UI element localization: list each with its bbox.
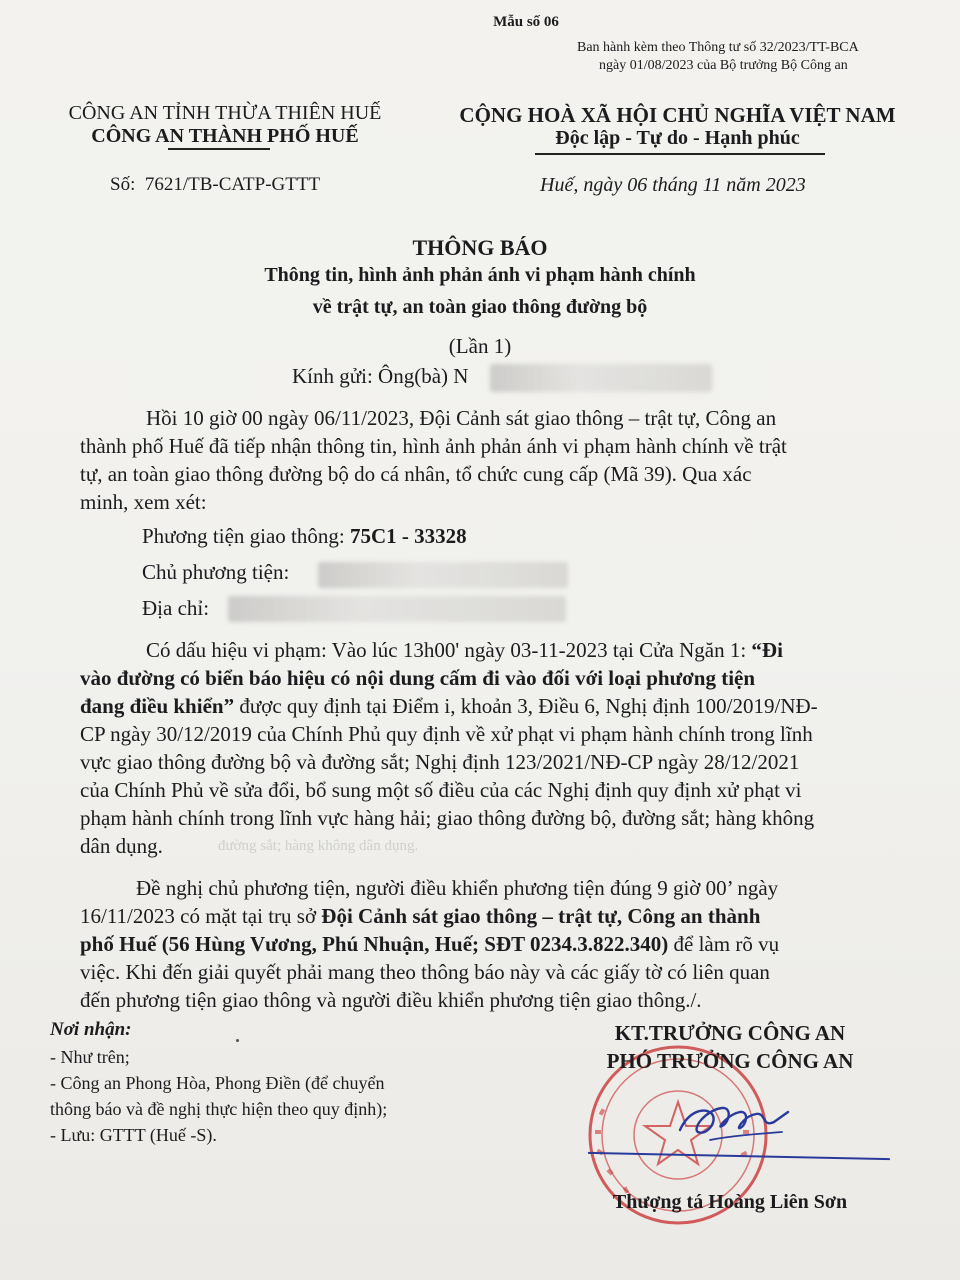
vehicle-label: Phương tiện giao thông: (142, 524, 350, 548)
document-subtitle-line2: về trật tự, an toàn giao thông đường bộ (312, 296, 648, 318)
recipient-item-3: thông báo và đề nghị thực hiện theo quy định); (50, 1099, 388, 1119)
recipient-label: Kính gửi: Ông(bà) (292, 364, 454, 388)
document-number-label: Số: (110, 174, 136, 195)
show-through-text: đường sắt; hàng không dân dụng. (218, 838, 419, 854)
signature-title-line1: KT.TRƯỞNG CÔNG AN (614, 1021, 846, 1045)
address-line (142, 595, 209, 621)
request-purpose: để làm rõ vụ (668, 932, 780, 956)
recipient-line (292, 364, 468, 389)
violation-quote-start: “Đi (751, 638, 783, 662)
violation-line-1 (146, 637, 783, 663)
attempt-number: (Lần 1) (448, 334, 512, 358)
violation-line-2: vào đường có biển báo hiệu có nội dung cấm đi vào đối với loại phương tiện (80, 666, 756, 690)
org-underline (168, 148, 270, 150)
document-subtitle-line1: Thông tin, hình ảnh phản ánh vi phạm hành chính (264, 264, 696, 286)
recipient-name-visible: N (453, 364, 469, 388)
redacted-recipient-name (490, 364, 712, 392)
intro-line-4: minh, xem xét: (80, 490, 207, 514)
signer-name: Thượng tá Hoàng Liên Sơn (612, 1191, 848, 1213)
nation-title: CỘNG HOÀ XÃ HỘI CHỦ NGHĨA VIỆT NAM (459, 103, 896, 127)
national-motto: Độc lập - Tự do - Hạnh phúc (555, 127, 800, 149)
redacted-address (228, 596, 566, 622)
form-number: Mẫu số 06 (493, 14, 559, 30)
recipient-item-4: - Lưu: GTTT (Huế -S). (50, 1125, 217, 1145)
request-line-5: đến phương tiện giao thông và người điều khiển phương tiện giao thông./. (80, 988, 702, 1012)
document-number (110, 174, 320, 196)
violation-line-3 (80, 693, 818, 719)
motto-underline (535, 153, 825, 155)
request-address: phố Huế (56 Hùng Vương, Phú Nhuận, Huế; SĐT 0234.3.822.340) (80, 932, 669, 956)
request-line-1: Đề nghị chủ phương tiện, người điều khiển phương tiện đúng 9 giờ 00’ ngày (136, 876, 779, 900)
recipients-heading: Nơi nhận: (50, 1019, 132, 1040)
request-line-4: việc. Khi đến giải quyết phải mang theo thông báo này và các giấy tờ có liên quan (80, 960, 770, 984)
violation-line-7: phạm hành chính trong lĩnh vực hàng hải; giao thông đường bộ, đường sắt; hàng không (80, 806, 815, 830)
place-date: Huế, ngày 06 tháng 11 năm 2023 (540, 174, 806, 196)
request-line-2 (80, 903, 760, 929)
violation-line-8: dân dụng. (80, 834, 163, 858)
violation-intro: Có dấu hiệu vi phạm: Vào lúc 13h00' ngày 03-11-2023 tại Cửa Ngăn 1: (146, 638, 752, 662)
owner-line (142, 559, 289, 585)
speck (236, 1039, 239, 1042)
violation-line-4: CP ngày 30/12/2019 của Chính Phủ quy định về xử phạt vi phạm hành chính trong lĩnh (80, 722, 813, 746)
intro-line-2: thành phố Huế đã tiếp nhận thông tin, hình ảnh phản ánh vi phạm hành chính về trật (80, 434, 787, 458)
request-line-3 (80, 931, 779, 957)
org-parent: CÔNG AN TỈNH THỪA THIÊN HUẾ (68, 102, 382, 124)
handwritten-signature (670, 1092, 800, 1162)
recipient-item-2: - Công an Phong Hòa, Phong Điền (để chuyển (50, 1073, 385, 1093)
violation-legal-ref: được quy định tại Điểm i, khoản 3, Điều 6, Nghị định 100/2019/NĐ- (234, 694, 818, 718)
recipient-item-1: - Như trên; (50, 1047, 130, 1067)
form-note-line2: ngày 01/08/2023 của Bộ trưởng Bộ Công an (599, 58, 848, 73)
document-number-value: 7621/TB-CATP-GTTT (144, 174, 321, 195)
violation-quote-end: đang điều khiển” (80, 694, 235, 718)
vehicle-plate: 75C1 - 33328 (349, 524, 467, 548)
vehicle-line (142, 523, 467, 549)
signature-title-line2: PHÓ TRƯỞNG CÔNG AN (606, 1049, 854, 1073)
form-note-line1: Ban hành kèm theo Thông tư số 32/2023/TT-BCA (577, 40, 859, 55)
redacted-owner-name (318, 562, 568, 588)
address-label: Địa chỉ: (142, 596, 210, 620)
owner-label: Chủ phương tiện: (142, 560, 290, 584)
violation-line-5: vực giao thông đường bộ và đường sắt; Nghị định 123/2021/NĐ-CP ngày 28/12/2021 (80, 750, 800, 774)
request-office: Đội Cảnh sát giao thông – trật tự, Công an thành (321, 904, 761, 928)
intro-line-1: Hồi 10 giờ 00 ngày 06/11/2023, Đội Cảnh sát giao thông – trật tự, Công an (146, 406, 777, 430)
document-title: THÔNG BÁO (412, 235, 548, 260)
violation-line-6: của Chính Phủ về sửa đổi, bổ sung một số điều của các Nghị định quy định xử phạt vi (80, 778, 802, 802)
org-name: CÔNG AN THÀNH PHỐ HUẾ (91, 125, 359, 147)
intro-line-3: tự, an toàn giao thông đường bộ do cá nhân, tổ chức cung cấp (Mã 39). Qua xác (80, 462, 752, 486)
request-date: 16/11/2023 có mặt tại trụ sở (80, 904, 322, 928)
